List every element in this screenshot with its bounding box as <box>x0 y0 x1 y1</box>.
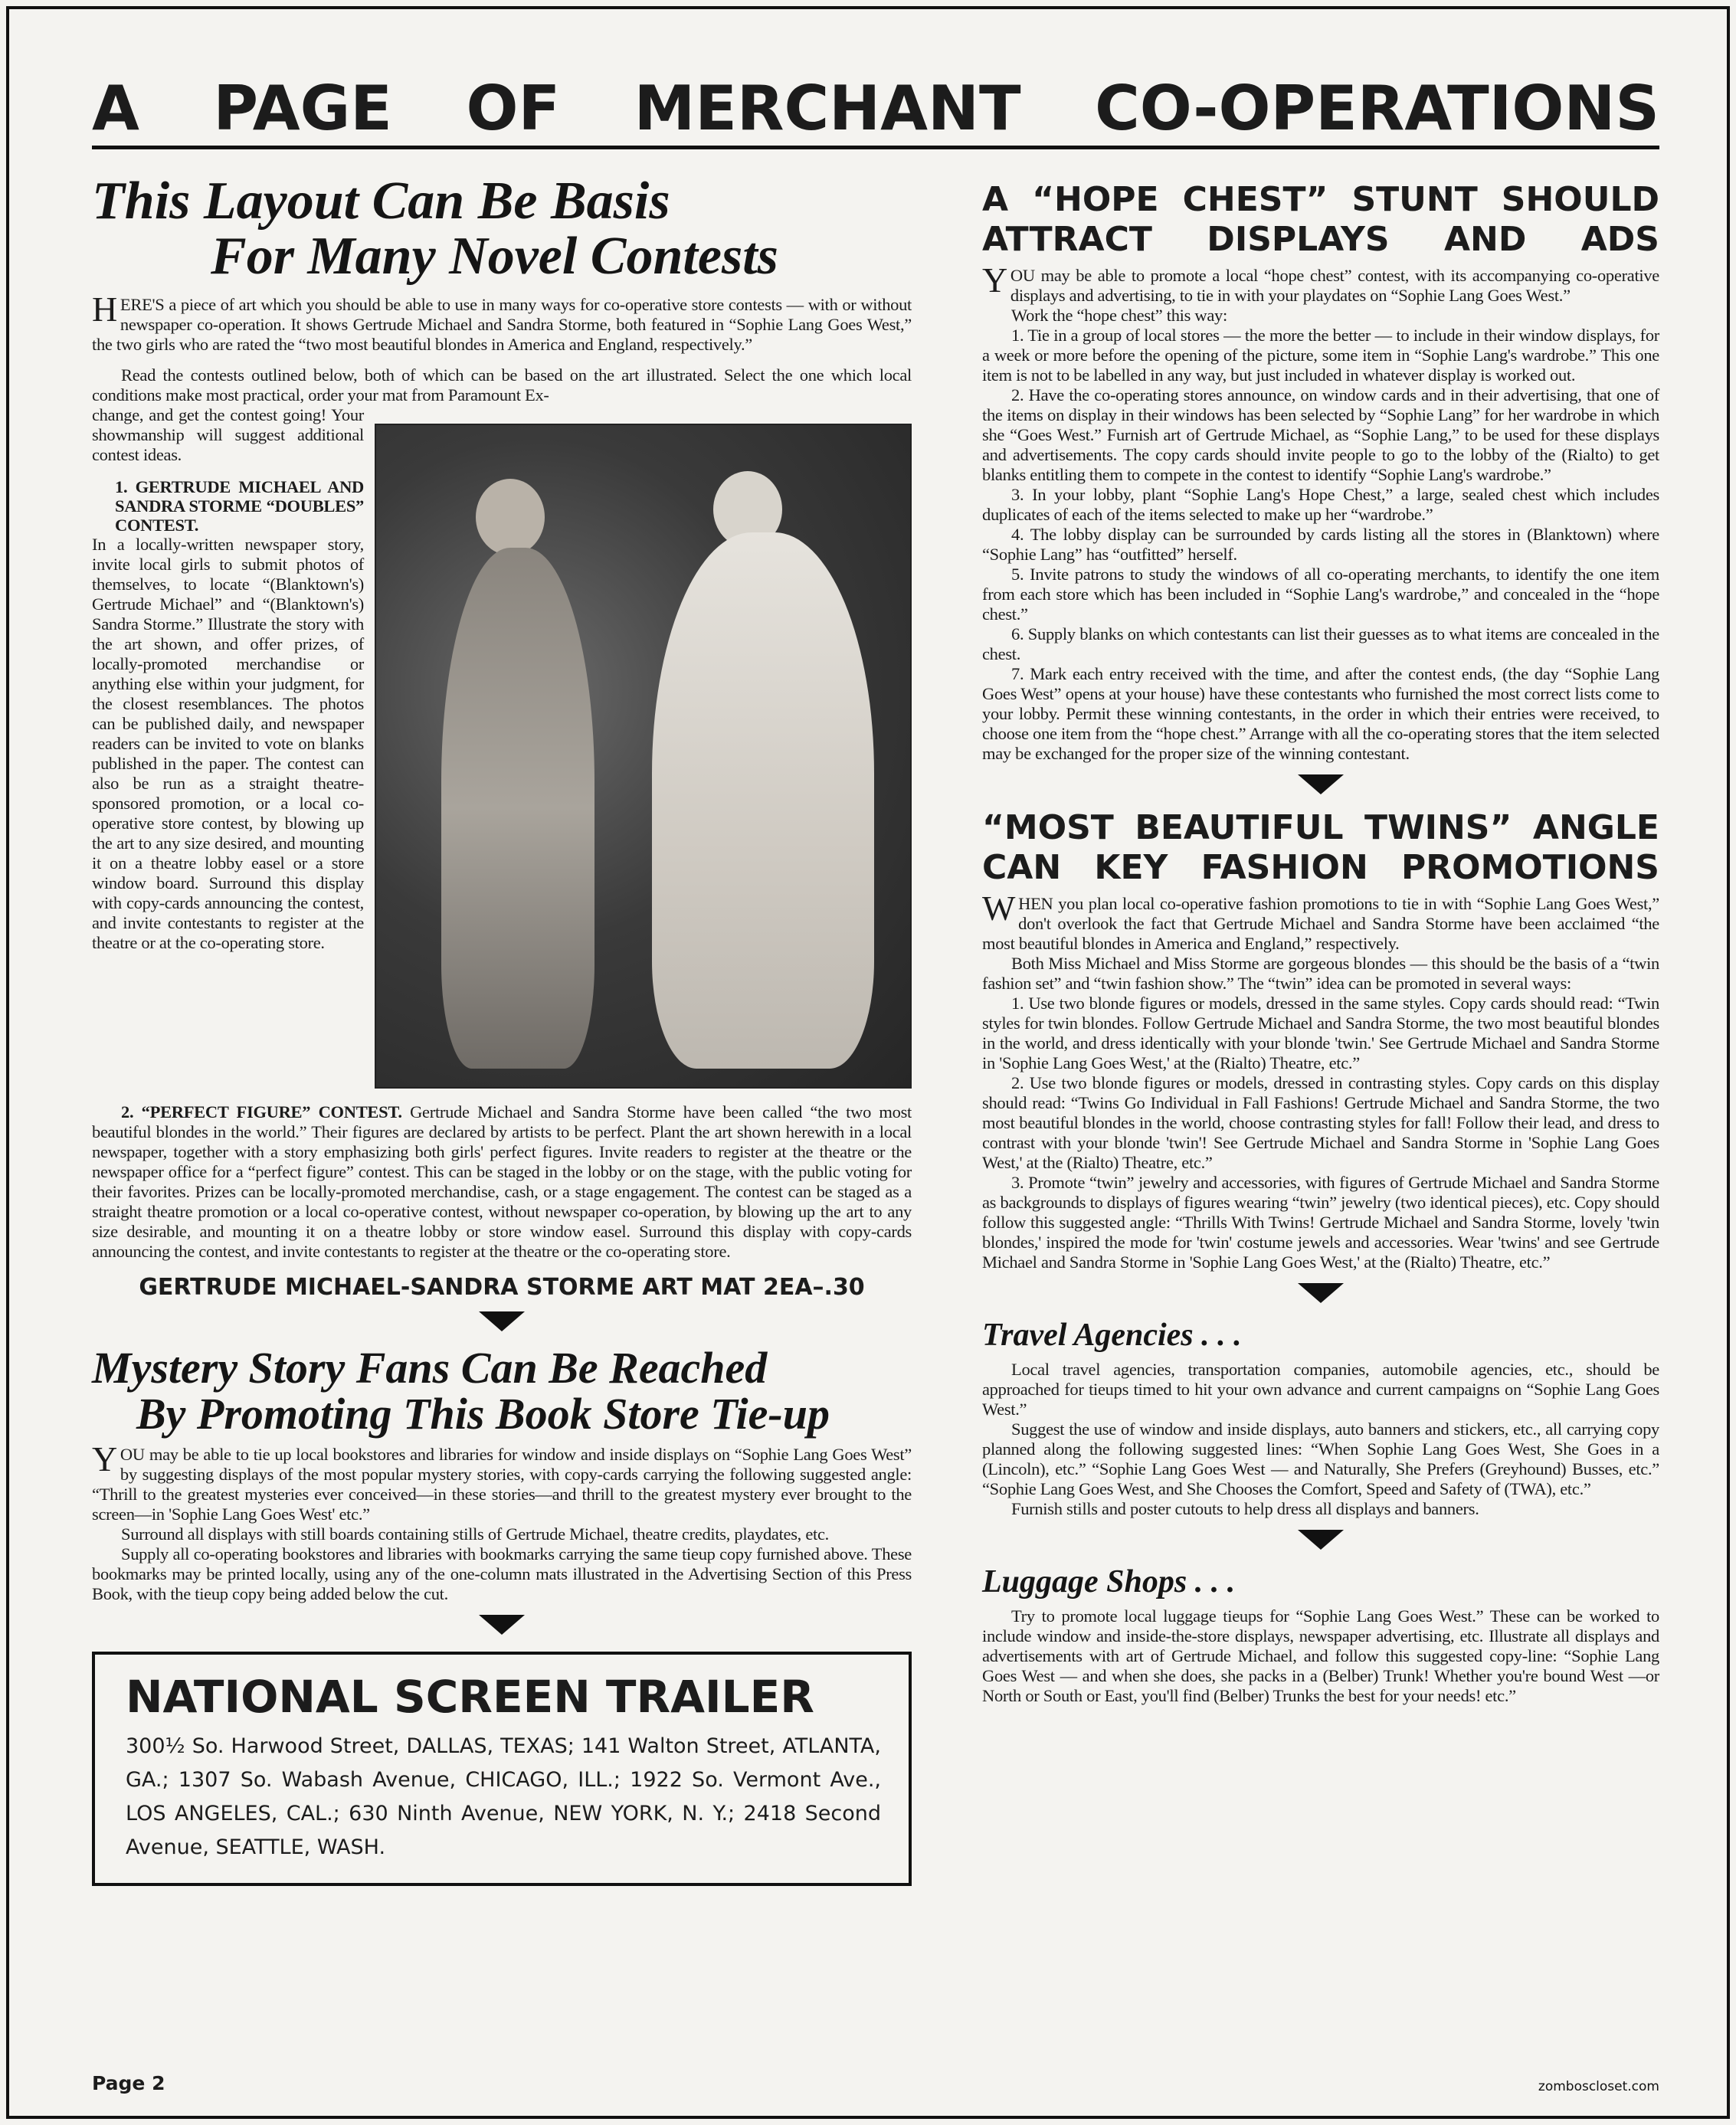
luggage-section <box>982 1606 1659 1706</box>
triangle-divider-icon <box>479 1311 525 1331</box>
drop-cap: W <box>982 889 1016 928</box>
drop-cap: Y <box>92 1439 117 1478</box>
hope-paragraph: Work the “hope chest” this way: <box>1011 306 1227 325</box>
columns <box>92 174 1660 2054</box>
heading-line: This Layout Can Be Basis <box>92 172 670 231</box>
twins-paragraph: 3. Promote “twin” jewelry and accessories, with figures of Gertrude Michael and Sandra Storme as backgrounds to displays of figures wearing “twin” jewelry (two identical pieces), etc. Copy should follow this suggested angle: “Thrills With Twins! Gertrude Michael and Sandra Storme, lovely 'twin blondes,' inspired the mode for 'twin' costume jewels and accessories. Wear 'twins' and see Gertrude Michael and Sandra Storme in 'Sophie Lang Goes West,' at the (Rialto) Theatre, etc.” <box>982 1173 1659 1272</box>
contest2-section <box>92 1102 912 1262</box>
read-continued: change, and get the contest going! Your showmanship will suggest additional contest ideas. <box>92 405 364 464</box>
twins-paragraph: 1. Use two blonde figures or models, dressed in the same styles. Copy cards should read: “Twin styles for twin blondes. Follow Gertrude Michael and Sandra Storme, the two most beautiful blondes in the world, and dress identically with your blonde 'twin.' See Gertrude Michael and Sandra Storme in 'Sophie Lang Goes West,' at the (Rialto) Theatre, etc.” <box>982 994 1659 1072</box>
mystery-section <box>92 1439 912 1604</box>
layout-contest-heading <box>92 174 912 284</box>
mystery-heading <box>92 1345 912 1437</box>
hope-paragraph: 1. Tie in a group of local stores — the more the better — to include in their window displays, for a week or more before the opening of the picture, some item in “Sophie Lang's wardrobe.” This one item is not to be labelled in any way, but just included in whatever display is worked out. <box>982 326 1659 385</box>
contest1-text: In a locally-written newspaper story, invite local girls to submit photos of themselves, to locate “(Blanktown's) Gertrude Michael” and “(Blanktown's) Sandra Storme.” Illustrate the story with the art shown, and offer prizes, of locally-promoted merchandise or anything else within your judgment, for the closest resemblances. The photos can be published daily, and newspaper readers can be invited to vote on blanks published in the paper. The contest can also be run as a straight theatre-sponsored promotion, or a local co-operative store contest, by blowing up the art to any size desired, and mounting it on a theatre lobby easel or a store window board. Surround this display with copy-cards announcing the contest, and invite contestants to register at the theatre or at the co-operating store. <box>92 535 364 952</box>
travel-paragraph: Local travel agencies, transportation companies, automobile agencies, etc., should be approached for tieups timed to hit your own advance and current campaigns on “Sophie Lang Goes West.” <box>982 1360 1659 1419</box>
hope-paragraph: 2. Have the co-operating stores announce, on window cards and in their advertising, that one of the items on display in their windows has been selected by “Sophie Lang” for her wardrobe in which she “Goes West.” Furnish art of Gertrude Michael, as “Sophie Lang,” to be used for these displays and advertisements. The copy cards should invite people to go to the lobby of the (Rialto) to get blanks entitling them to compete in the contest to identify “Sophie Lang's wardrobe.” <box>982 385 1659 484</box>
heading-line: For Many Novel Contests <box>211 227 778 286</box>
page-title: A PAGE OF MERCHANT CO-OPERATIONS <box>92 73 1659 144</box>
contest2-text: Gertrude Michael and Sandra Storme have been called “the two most beautiful blondes in the world.” Their figures are declared by artists to be perfect. Plant the art shown herewith in a local newspaper, together with a story emphasizing both girls' perfect figures. Invite readers to register at the theatre or the newspaper office for a “perfect figure” contest. This can be staged in the lobby or on the stage, with the public voting for their favorites. Prizes can be locally-promoted merchandise, cash, or a stage engagement. The contest can be staged as a straight theatre promotion or a local co-operative contest, without newspaper co-operation, by blowing up the art to any size desirable, and mounting it on a theatre lobby or store window easel. Surround this display with copy-cards announcing the contest, and invite contestants to register at the theatre or the co-operating store. <box>92 1102 912 1261</box>
heading-line: Mystery Story Fans Can Be Reached <box>92 1343 768 1393</box>
twins-section <box>982 889 1659 1272</box>
figure-gown-left <box>441 548 594 1069</box>
hope-paragraph: OU may be able to promote a local “hope chest” contest, with its accompanying co-operative displays and advertising, to tie in with your playdates on “Sophie Lang Goes West.” <box>1010 266 1659 305</box>
triangle-divider-icon <box>1298 774 1344 794</box>
travel-paragraph: Furnish stills and poster cutouts to help dress all displays and banners. <box>1011 1499 1479 1518</box>
heading-line: A “HOPE CHEST” STUNT SHOULD <box>982 180 1659 219</box>
national-screen-trailer-box <box>92 1652 912 1886</box>
figure-gown-right <box>652 532 874 1069</box>
contest1-row <box>92 405 912 1089</box>
heading-line: CAN KEY FASHION PROMOTIONS <box>982 848 1659 887</box>
left-column <box>92 174 912 2054</box>
twins-heading <box>982 808 1659 888</box>
triangle-divider-icon <box>1298 1283 1344 1303</box>
travel-agencies-heading: Travel Agencies . . . <box>982 1318 1242 1353</box>
mystery-paragraph: OU may be able to tie up local bookstores and libraries for window and inside displays on “Sophie Lang Goes West” by suggesting displays of the most popular mystery stories, with copy-cards carrying the following suggested angle: “Thrill to the greatest mysteries ever conceived—in these stories—and thrill to the greatest mystery ever brought to the screen—in 'Sophie Lang Goes West' etc.” <box>92 1445 912 1524</box>
mystery-paragraph: Supply all co-operating bookstores and libraries with bookmarks carrying the same tieup copy furnished above. These bookmarks may be printed locally, using any of the one-column mats illustrated in the Advertising Section of this Press Book, with the tieup copy being added below the cut. <box>92 1544 912 1603</box>
right-column <box>982 174 1659 2054</box>
art-mat-label: GERTRUDE MICHAEL-SANDRA STORME ART MAT 2EA–.30 <box>139 1274 865 1301</box>
drop-cap: Y <box>982 260 1007 300</box>
trailer-title: NATIONAL SCREEN TRAILER <box>126 1671 814 1723</box>
contest2-heading: 2. “PERFECT FIGURE” CONTEST. <box>121 1102 402 1121</box>
hope-chest-section <box>982 260 1659 764</box>
hope-paragraph: 5. Invite patrons to study the windows of all co-operating merchants, to identify the one item from each store which has been included in “Sophie Lang's wardrobe,” and concealed in the “hope chest.” <box>982 565 1659 624</box>
intro-paragraph <box>92 290 912 355</box>
intro-text: ERE'S a piece of art which you should be able to use in many ways for co-operative store contests — with or without newspaper co-operation. It shows Gertrude Michael and Sandra Storme, both featured in “Sophie Lang Goes West,” the two girls who are rated the “two most beautiful blondes in America and England, respectively.” <box>92 295 912 354</box>
narrow-column <box>92 405 364 1089</box>
hope-paragraph: 4. The lobby display can be surrounded by cards listing all the stores in (Blanktown) where “Sophie Lang” has “outfitted” herself. <box>982 525 1659 564</box>
figure-head-left <box>476 479 545 555</box>
triangle-divider-icon <box>1298 1530 1344 1550</box>
hope-paragraph: 7. Mark each entry received with the time, and after the contest ends, (the day “Sophie Lang Goes West” opens at your house) have these contestants who furnished the most correct lists come to your lobby. Permit these winning contestants, in the order in which their entries were received, to choose one item from the “hope chest.” Arrange with all the co-operating stores that the item selected may be exchanged for the proper size of the winning contestant. <box>982 664 1659 763</box>
hope-paragraph: 3. In your lobby, plant “Sophie Lang's Hope Chest,” a large, sealed chest which includes duplicates of each of the items selected to make up her “wardrobe.” <box>982 485 1659 524</box>
read-paragraph: Read the contests outlined below, both of which can be based on the art illustrated. Select the one which local conditions make most practical, order your mat from Paramount Ex- <box>92 365 912 404</box>
hope-paragraph: 6. Supply blanks on which contestants can list their guesses as to what items are concealed in the chest. <box>982 624 1659 663</box>
twins-paragraph: Both Miss Michael and Miss Storme are gorgeous blondes — this should be the basis of a “twin fashion set” and “twin fashion show.” The “twin” idea can be promoted in several ways: <box>982 954 1659 993</box>
footer <box>92 2072 1659 2094</box>
travel-paragraph: Suggest the use of window and inside displays, auto banners and stickers, etc., all carrying copy planned along the following suggested lines: “When Sophie Lang Goes West, She Goes in a (Lincoln), etc.” “Sophie Lang Goes West — and Naturally, She Prefers (Greyhound) Busses, etc.” “Sophie Lang Goes West, and She Chooses the Comfort, Speed and Safety of (TWA), etc.” <box>982 1419 1659 1498</box>
triangle-divider-icon <box>479 1615 525 1635</box>
watermark: zomboscloset.com <box>1538 2079 1659 2094</box>
drop-cap: H <box>92 290 117 329</box>
luggage-shops-heading: Luggage Shops . . . <box>982 1564 1236 1599</box>
twins-paragraph: 2. Use two blonde figures or models, dressed in contrasting styles. Copy cards on this display should read: “Twins Go Individual in Fall Fashions! Gertrude Michael and Sandra Storme, the two most beautiful blondes in the world, choose contrasting styles for fall! Follow their lead, and dress to contrast with your blonde 'twin'! See Gertrude Michael and Sandra Storme in 'Sophie Lang Goes West,' at the (Rialto) Theatre, etc.” <box>982 1073 1659 1172</box>
page-number: Page 2 <box>92 2072 165 2094</box>
twins-paragraph: HEN you plan local co-operative fashion promotions to tie in with “Sophie Lang Goes West,” don't overlook the fact that Gertrude Michael and Sandra Storme have been acclaimed “the most beautiful blondes in America and England,” respectively. <box>982 894 1659 953</box>
intro-section <box>92 290 912 405</box>
contest1-heading: 1. GERTRUDE MICHAEL AND SANDRA STORME “DOUBLES” CONTEST. <box>115 477 364 535</box>
heading-line: By Promoting This Book Store Tie-up <box>136 1389 830 1439</box>
heading-line: “MOST BEAUTIFUL TWINS” ANGLE <box>982 808 1659 847</box>
mystery-paragraph: Surround all displays with still boards containing stills of Gertrude Michael, theatre credits, playdates, etc. <box>121 1524 829 1544</box>
title-rule <box>92 146 1659 149</box>
luggage-paragraph: Try to promote local luggage tieups for “Sophie Lang Goes West.” These can be worked to include window and inside-the-store displays, newspaper advertising, etc. Illustrate all displays and advertisements with art of Gertrude Michael, and follow this suggested copy-line: “Sophie Lang Goes West — and when she does, she packs in a (Belber) Trunk! Whether you're bound West —or North or South or East, you'll find (Belber) Trunks the best for your needs! etc.” <box>982 1606 1659 1705</box>
hope-chest-heading <box>982 180 1659 260</box>
trailer-address: 300½ So. Harwood Street, DALLAS, TEXAS; 141 Walton Street, ATLANTA, GA.; 1307 So. Wabash Avenue, CHICAGO, ILL.; 1922 So. Vermont Ave., LOS ANGELES, CAL.; 630 Ninth Avenue, NEW YORK, N. Y.; 2418 Second Avenue, SEATTLE, WASH. <box>126 1734 881 1859</box>
heading-line: ATTRACT DISPLAYS AND ADS <box>982 220 1659 259</box>
gertrude-michael-sandra-storme-photo <box>375 424 912 1089</box>
travel-section <box>982 1360 1659 1519</box>
